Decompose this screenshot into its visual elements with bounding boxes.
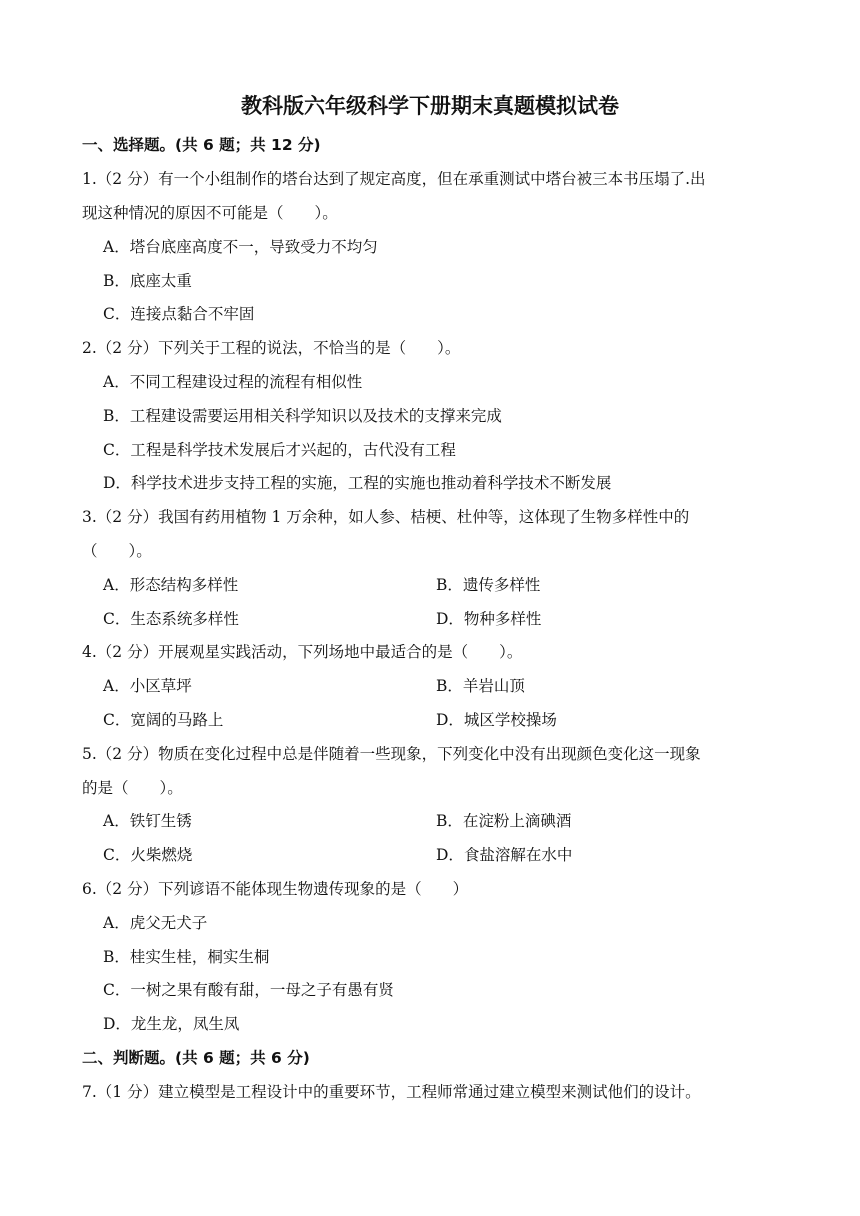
question-6-option-c: C．一树之果有酸有甜，一母之子有愚有贤 (103, 981, 394, 999)
question-1-stem-line-1: 1.（2 分）有一个小组制作的塔台达到了规定高度，但在承重测试中塔台被三本书压塌了.出 (82, 170, 706, 188)
question-1-option-a: A．塔台底座高度不一，导致受力不均匀 (103, 238, 378, 256)
question-6-option-a: A．虎父无犬子 (103, 914, 208, 932)
question-2-option-c: C．工程是科学技术发展后才兴起的，古代没有工程 (103, 441, 456, 459)
question-4-option-b: B．羊岩山顶 (436, 677, 525, 695)
question-1-option-c: C．连接点黏合不牢固 (103, 305, 255, 323)
question-3-stem-line-2: （ ）。 (82, 542, 152, 560)
question-6-option-b: B．桂实生桂，桐实生桐 (103, 948, 270, 966)
question-2-option-b: B．工程建设需要运用相关科学知识以及技术的支撑来完成 (103, 407, 502, 425)
question-5-stem-line-2: 的是（ ）。 (82, 779, 183, 797)
question-2-option-a: A．不同工程建设过程的流程有相似性 (103, 373, 363, 391)
question-1-option-b: B．底座太重 (103, 272, 192, 290)
question-2-stem-line-1: 2.（2 分）下列关于工程的说法，不恰当的是（ ）。 (82, 339, 461, 357)
exam-title: 教科版六年级科学下册期末真题模拟试卷 (241, 94, 619, 118)
question-3-stem-line-1: 3.（2 分）我国有药用植物 1 万余种，如人参、桔梗、杜仲等，这体现了生物多样性中的 (82, 508, 690, 526)
question-3-option-a: A．形态结构多样性 (103, 576, 239, 594)
question-7-stem-line-1: 7.（1 分）建立模型是工程设计中的重要环节，工程师常通过建立模型来测试他们的设计。 (82, 1083, 701, 1101)
question-1-stem-line-2: 现这种情况的原因不可能是（ ）。 (82, 204, 338, 222)
question-5-option-d: D．食盐溶解在水中 (436, 846, 573, 864)
question-4-option-a: A．小区草坪 (103, 677, 192, 695)
question-2-option-d: D．科学技术进步支持工程的实施，工程的实施也推动着科学技术不断发展 (103, 474, 612, 492)
section-heading-choice: 一、选择题。(共 6 题；共 12 分) (82, 136, 321, 154)
question-5-option-c: C．火柴燃烧 (103, 846, 193, 864)
question-3-option-c: C．生态系统多样性 (103, 610, 239, 628)
question-5-option-b: B．在淀粉上滴碘酒 (436, 812, 572, 830)
section-heading-judgment: 二、判断题。(共 6 题；共 6 分) (82, 1049, 310, 1067)
question-6-option-d: D．龙生龙，凤生凤 (103, 1015, 240, 1033)
question-3-option-d: D．物种多样性 (436, 610, 542, 628)
question-6-stem-line-1: 6.（2 分）下列谚语不能体现生物遗传现象的是（ ） (82, 880, 469, 898)
question-5-option-a: A．铁钉生锈 (103, 812, 192, 830)
question-4-option-c: C．宽阔的马路上 (103, 711, 224, 729)
question-4-stem-line-1: 4.（2 分）开展观星实践活动，下列场地中最适合的是（ ）。 (82, 643, 523, 661)
question-4-option-d: D．城区学校操场 (436, 711, 557, 729)
question-3-option-b: B．遗传多样性 (436, 576, 541, 594)
question-5-stem-line-1: 5.（2 分）物质在变化过程中总是伴随着一些现象，下列变化中没有出现颜色变化这一现象 (82, 745, 701, 763)
